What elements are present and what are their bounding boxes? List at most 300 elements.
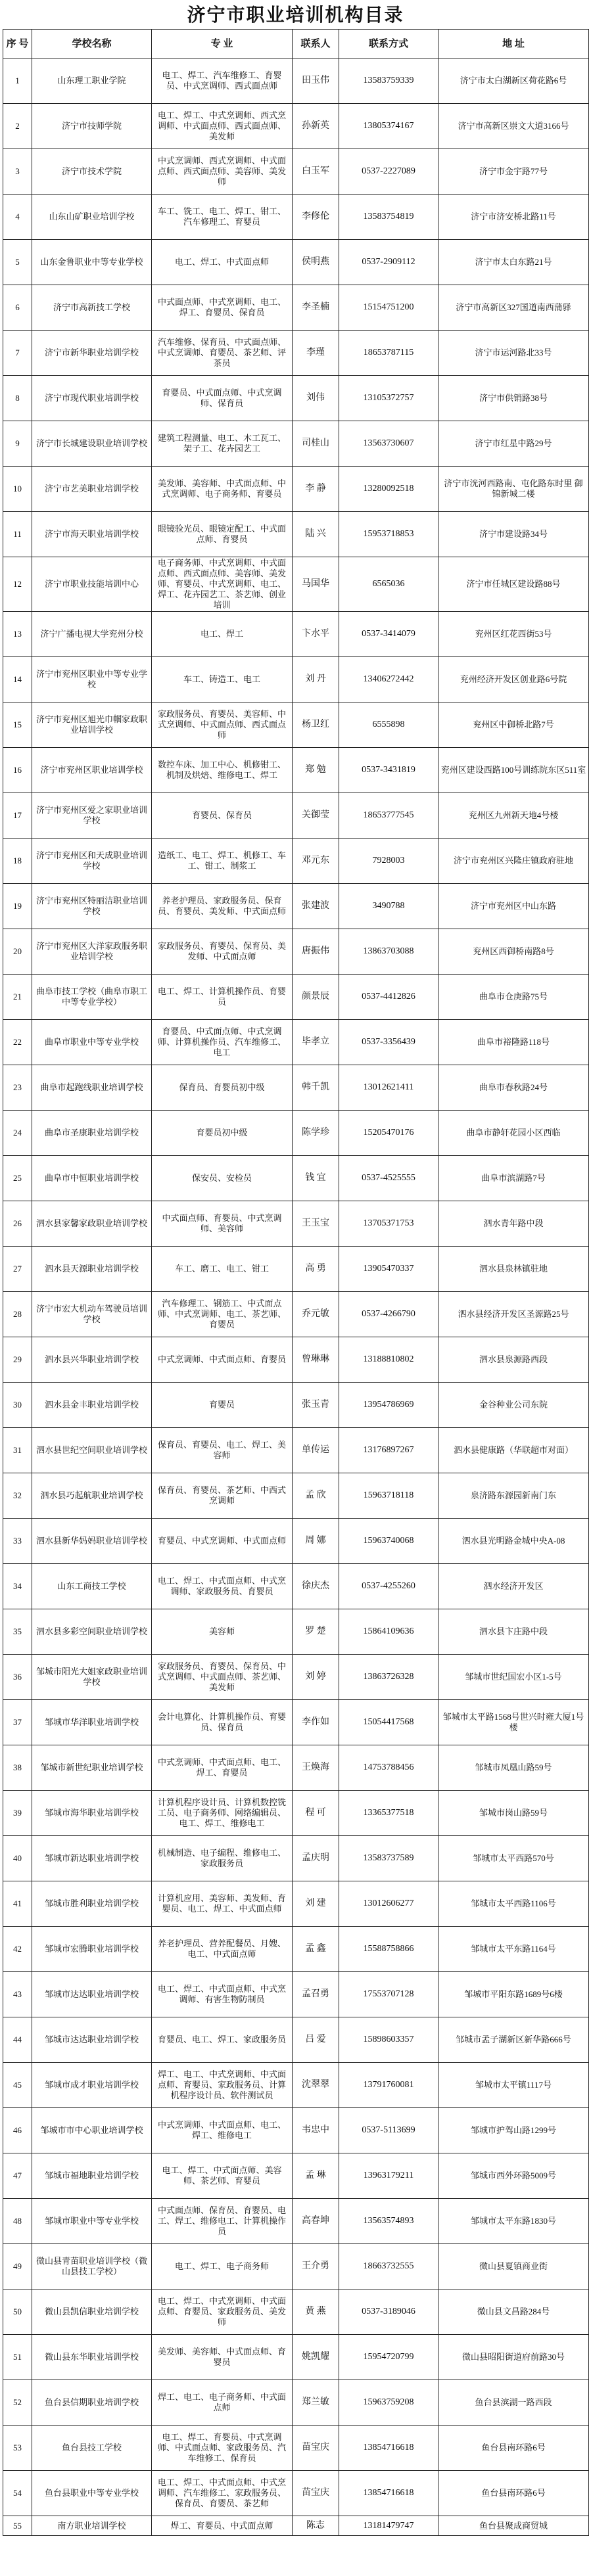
phone: 13805374167 bbox=[339, 104, 438, 149]
contact-person: 孟庆明 bbox=[293, 1836, 339, 1881]
table-row bbox=[3, 149, 589, 195]
school-name: 济宁市宏大机动车驾驶员培训学校 bbox=[32, 1292, 152, 1337]
phone: 15154751200 bbox=[339, 285, 438, 331]
major-list: 焊工、育婴员、中式面点师 bbox=[152, 2516, 293, 2536]
row-index: 41 bbox=[3, 1881, 32, 1927]
contact-person: 马国华 bbox=[293, 557, 339, 612]
major-list: 育婴员 bbox=[152, 1383, 293, 1428]
row-index: 20 bbox=[3, 929, 32, 975]
phone: 13705371753 bbox=[339, 1201, 438, 1247]
school-name: 鱼台县技工学校 bbox=[32, 2426, 152, 2471]
contact-person: 沈翠翠 bbox=[293, 2063, 339, 2108]
address: 济宁市金宇路77号 bbox=[438, 149, 589, 195]
row-index: 46 bbox=[3, 2108, 32, 2153]
address: 鱼台县聚成商贸城 bbox=[438, 2516, 589, 2536]
row-index: 30 bbox=[3, 1383, 32, 1428]
row-index: 3 bbox=[3, 149, 32, 195]
major-list: 车工、磨工、电工、钳工 bbox=[152, 1247, 293, 1292]
major-list: 焊工、电工、电子商务师、中式面点师 bbox=[152, 2380, 293, 2426]
major-list: 造纸工、电工、焊工、机修工、车工、钳工、制浆工 bbox=[152, 839, 293, 884]
table-row bbox=[3, 1836, 589, 1881]
table-row bbox=[3, 2426, 589, 2471]
school-name: 泗水县巧起航职业培训学校 bbox=[32, 1473, 152, 1519]
address: 泗水县卞庄路中段 bbox=[438, 1609, 589, 1655]
phone: 0537-4412826 bbox=[339, 975, 438, 1020]
address: 济宁市供销路38号 bbox=[438, 376, 589, 421]
row-index: 19 bbox=[3, 884, 32, 929]
table-row bbox=[3, 331, 589, 376]
table-row bbox=[3, 2289, 589, 2335]
school-name: 济宁市艺美职业培训学校 bbox=[32, 467, 152, 512]
major-list: 电工、焊工、育婴员、中式烹调师、中式面点师、家政服务员、汽车维修工、保育员 bbox=[152, 2426, 293, 2471]
address: 济宁市建设路34号 bbox=[438, 512, 589, 557]
major-list: 机械制造、电子编程、维修电工、家政服务员 bbox=[152, 1836, 293, 1881]
contact-person: 刘 丹 bbox=[293, 657, 339, 702]
phone: 15898603357 bbox=[339, 2017, 438, 2063]
table-row bbox=[3, 1473, 589, 1519]
phone: 13954786969 bbox=[339, 1383, 438, 1428]
phone: 15588758866 bbox=[339, 1927, 438, 1972]
major-list: 中式面点师、育婴员、中式烹调师、美容师 bbox=[152, 1201, 293, 1247]
major-list: 中式面点师、中式烹调师、电工、焊工、育婴员、保育员 bbox=[152, 285, 293, 331]
major-list: 电工、焊工、汽车维修工、育婴员、中式烹调师、西式面点师 bbox=[152, 58, 293, 104]
row-index: 14 bbox=[3, 657, 32, 702]
phone: 18653777545 bbox=[339, 793, 438, 839]
address: 泗水经济开发区 bbox=[438, 1564, 589, 1609]
school-name: 邹城市海华职业培训学校 bbox=[32, 1791, 152, 1836]
phone: 13563730607 bbox=[339, 421, 438, 467]
table-row bbox=[3, 2017, 589, 2063]
phone: 13188810802 bbox=[339, 1337, 438, 1383]
row-index: 26 bbox=[3, 1201, 32, 1247]
address: 鱼台县滨湖一路西段 bbox=[438, 2380, 589, 2426]
major-list: 中式烹调师、西式烹调师、中式面点师、西式面点师、美容师、美发师 bbox=[152, 149, 293, 195]
column-header-phone: 联系方式 bbox=[339, 30, 438, 58]
table-row bbox=[3, 748, 589, 793]
contact-person: 韩千凯 bbox=[293, 1065, 339, 1111]
row-index: 7 bbox=[3, 331, 32, 376]
school-name: 邹城市新世纪职业培训学校 bbox=[32, 1745, 152, 1791]
major-list: 电子商务师、中式烹调师、中式面点师、西式面点师、美容师、美发师、育婴员、中式烹调师、电工、焊工、花卉园艺工、茶艺师、创业培训 bbox=[152, 557, 293, 612]
row-index: 50 bbox=[3, 2289, 32, 2335]
contact-person: 司桂山 bbox=[293, 421, 339, 467]
address: 邹城市西外环路5009号 bbox=[438, 2153, 589, 2199]
school-name: 邹城市达达职业培训学校 bbox=[32, 1972, 152, 2017]
school-name: 邹城市职业中等专业学校 bbox=[32, 2199, 152, 2244]
major-list: 会计电算化、计算机操作员、育婴员、保育员 bbox=[152, 1700, 293, 1745]
row-index: 44 bbox=[3, 2017, 32, 2063]
row-index: 23 bbox=[3, 1065, 32, 1111]
address: 泗水县经济开发区圣源路25号 bbox=[438, 1292, 589, 1337]
phone: 15205470176 bbox=[339, 1111, 438, 1156]
phone: 0537-2909112 bbox=[339, 240, 438, 285]
school-name: 济宁广播电视大学兖州分校 bbox=[32, 612, 152, 657]
row-index: 29 bbox=[3, 1337, 32, 1383]
major-list: 养老护理员、营养配餐员、月嫂、电工、中式面点师 bbox=[152, 1927, 293, 1972]
table-row bbox=[3, 1156, 589, 1201]
school-name: 济宁市高新技工学校 bbox=[32, 285, 152, 331]
column-header-school: 学校名称 bbox=[32, 30, 152, 58]
address: 济宁市洸河西路南、屯化路东时里 御锦新城二楼 bbox=[438, 467, 589, 512]
row-index: 39 bbox=[3, 1791, 32, 1836]
school-name: 泗水县世纪空间职业培训学校 bbox=[32, 1428, 152, 1473]
school-name: 邹城市成才职业培训学校 bbox=[32, 2063, 152, 2108]
phone: 3490788 bbox=[339, 884, 438, 929]
phone: 13863703088 bbox=[339, 929, 438, 975]
contact-person: 卞水平 bbox=[293, 612, 339, 657]
contact-person: 单传运 bbox=[293, 1428, 339, 1473]
table-row bbox=[3, 1700, 589, 1745]
major-list: 电工、焊工、中式烹调师、西式烹调师、中式面点师、西式面点师、美发师 bbox=[152, 104, 293, 149]
row-index: 16 bbox=[3, 748, 32, 793]
row-index: 37 bbox=[3, 1700, 32, 1745]
address: 济宁市高新区崇文大道3166号 bbox=[438, 104, 589, 149]
table-row bbox=[3, 1609, 589, 1655]
table-row bbox=[3, 467, 589, 512]
phone: 0537-4255260 bbox=[339, 1564, 438, 1609]
major-list: 眼镜验光员、眼镜定配工、中式面点师、育婴员 bbox=[152, 512, 293, 557]
row-index: 36 bbox=[3, 1655, 32, 1700]
row-index: 6 bbox=[3, 285, 32, 331]
address: 济宁市红星中路29号 bbox=[438, 421, 589, 467]
address: 济宁市兖州区中山东路 bbox=[438, 884, 589, 929]
major-list: 美发师、美容师、中式面点师、育婴员 bbox=[152, 2335, 293, 2380]
table-row bbox=[3, 2380, 589, 2426]
contact-person: 孟 欣 bbox=[293, 1473, 339, 1519]
phone: 0537-3431819 bbox=[339, 748, 438, 793]
row-index: 53 bbox=[3, 2426, 32, 2471]
school-name: 济宁市技师学院 bbox=[32, 104, 152, 149]
phone: 14753788456 bbox=[339, 1745, 438, 1791]
row-index: 27 bbox=[3, 1247, 32, 1292]
row-index: 52 bbox=[3, 2380, 32, 2426]
table-row bbox=[3, 1927, 589, 1972]
school-name: 泗水县多彩空间职业培训学校 bbox=[32, 1609, 152, 1655]
table-row bbox=[3, 702, 589, 748]
phone: 13863726328 bbox=[339, 1655, 438, 1700]
school-name: 泗水县金丰职业培训学校 bbox=[32, 1383, 152, 1428]
major-list: 电工、焊工、中式面点师、中式烹调师、有害生物防制员 bbox=[152, 1972, 293, 2017]
row-index: 5 bbox=[3, 240, 32, 285]
school-name: 济宁市技术学院 bbox=[32, 149, 152, 195]
contact-person: 程 可 bbox=[293, 1791, 339, 1836]
contact-person: 田玉伟 bbox=[293, 58, 339, 104]
phone: 15963759208 bbox=[339, 2380, 438, 2426]
table-row bbox=[3, 512, 589, 557]
row-index: 11 bbox=[3, 512, 32, 557]
table-row bbox=[3, 1065, 589, 1111]
school-name: 山东理工职业学院 bbox=[32, 58, 152, 104]
address: 济宁市运河路北33号 bbox=[438, 331, 589, 376]
row-index: 18 bbox=[3, 839, 32, 884]
address: 微山县夏镇商业街 bbox=[438, 2244, 589, 2289]
table-row bbox=[3, 2108, 589, 2153]
major-list: 电工、焊工、中式面点师、中式烹调师、家政服务员、育婴员 bbox=[152, 1564, 293, 1609]
major-list: 育婴员初中级 bbox=[152, 1111, 293, 1156]
table-row bbox=[3, 1564, 589, 1609]
phone: 0537-4525555 bbox=[339, 1156, 438, 1201]
phone: 0537-3356439 bbox=[339, 1020, 438, 1065]
table-row bbox=[3, 1111, 589, 1156]
row-index: 17 bbox=[3, 793, 32, 839]
contact-person: 陈志 bbox=[293, 2516, 339, 2536]
address: 兖州区建设西路100号训练院东区511室 bbox=[438, 748, 589, 793]
contact-person: 陈学珍 bbox=[293, 1111, 339, 1156]
row-index: 15 bbox=[3, 702, 32, 748]
school-name: 泗水县家馨家政职业培训学校 bbox=[32, 1201, 152, 1247]
school-name: 鱼台县信期职业培训学校 bbox=[32, 2380, 152, 2426]
address: 邹城市护驾山路1299号 bbox=[438, 2108, 589, 2153]
table-row bbox=[3, 1655, 589, 1700]
address: 邹城市孟子湖新区新华路666号 bbox=[438, 2017, 589, 2063]
school-name: 邹城市宏腾职业培训学校 bbox=[32, 1927, 152, 1972]
school-name: 济宁市现代职业培训学校 bbox=[32, 376, 152, 421]
phone: 13012621411 bbox=[339, 1065, 438, 1111]
school-name: 邹城市新达职业培训学校 bbox=[32, 1836, 152, 1881]
school-name: 山东工商技工学校 bbox=[32, 1564, 152, 1609]
contact-person: 高 勇 bbox=[293, 1247, 339, 1292]
contact-person: 邓元东 bbox=[293, 839, 339, 884]
row-index: 48 bbox=[3, 2199, 32, 2244]
major-list: 育婴员、中式面点师、中式烹调师、保育员 bbox=[152, 376, 293, 421]
row-index: 31 bbox=[3, 1428, 32, 1473]
contact-person: 李瑾 bbox=[293, 331, 339, 376]
address: 兖州区中御桥北路7号 bbox=[438, 702, 589, 748]
phone: 6555898 bbox=[339, 702, 438, 748]
major-list: 育婴员、电工、焊工、家政服务员 bbox=[152, 2017, 293, 2063]
school-name: 济宁市新华职业培训学校 bbox=[32, 331, 152, 376]
school-name: 邹城市市中心职业培训学校 bbox=[32, 2108, 152, 2153]
contact-person: 唐振伟 bbox=[293, 929, 339, 975]
row-index: 49 bbox=[3, 2244, 32, 2289]
phone: 6565036 bbox=[339, 557, 438, 612]
address: 邹城市太平镇1117号 bbox=[438, 2063, 589, 2108]
contact-person: 孟 琳 bbox=[293, 2153, 339, 2199]
table-row bbox=[3, 376, 589, 421]
table-row bbox=[3, 839, 589, 884]
table-row bbox=[3, 2516, 589, 2536]
major-list: 车工、铸造工、电工 bbox=[152, 657, 293, 702]
school-name: 济宁市兖州区大洋家政服务职业培训学校 bbox=[32, 929, 152, 975]
address: 曲阜市仓庚路75号 bbox=[438, 975, 589, 1020]
address: 泗水县泉源路西段 bbox=[438, 1337, 589, 1383]
table-row bbox=[3, 793, 589, 839]
phone: 13905470337 bbox=[339, 1247, 438, 1292]
phone: 17553707128 bbox=[339, 1972, 438, 2017]
row-index: 24 bbox=[3, 1111, 32, 1156]
major-list: 中式面点师、保育员、育婴员、电工、焊工、维修电工、计算机操作员 bbox=[152, 2199, 293, 2244]
school-name: 鱼台县职业中等专业学校 bbox=[32, 2471, 152, 2516]
table-row bbox=[3, 2153, 589, 2199]
row-index: 21 bbox=[3, 975, 32, 1020]
table-row bbox=[3, 421, 589, 467]
school-name: 微山县青苗职业培训学校（微山县技工学校） bbox=[32, 2244, 152, 2289]
major-list: 中式烹调师、中式面点师、电工、焊工、维修电工 bbox=[152, 2108, 293, 2153]
table-row bbox=[3, 612, 589, 657]
column-header-major: 专 业 bbox=[152, 30, 293, 58]
contact-person: 黄 燕 bbox=[293, 2289, 339, 2335]
school-name: 微山县东华职业培训学校 bbox=[32, 2335, 152, 2380]
contact-person: 张玉青 bbox=[293, 1383, 339, 1428]
phone: 15963718118 bbox=[339, 1473, 438, 1519]
row-index: 40 bbox=[3, 1836, 32, 1881]
contact-person: 毕孝立 bbox=[293, 1020, 339, 1065]
contact-person: 张建波 bbox=[293, 884, 339, 929]
column-header-address: 地 址 bbox=[438, 30, 589, 58]
row-index: 8 bbox=[3, 376, 32, 421]
address: 曲阜市裕隆路118号 bbox=[438, 1020, 589, 1065]
table-row bbox=[3, 1020, 589, 1065]
major-list: 电工、焊工、计算机操作员、育婴员 bbox=[152, 975, 293, 1020]
contact-person: 陆 兴 bbox=[293, 512, 339, 557]
contact-person: 李修伦 bbox=[293, 195, 339, 240]
school-name: 山东金鲁职业中等专业学校 bbox=[32, 240, 152, 285]
table-row bbox=[3, 1292, 589, 1337]
contact-person: 郑兰敏 bbox=[293, 2380, 339, 2426]
column-header-contact-person: 联系人 bbox=[293, 30, 339, 58]
phone: 13854716618 bbox=[339, 2471, 438, 2516]
table-row bbox=[3, 58, 589, 104]
table-row bbox=[3, 1791, 589, 1836]
major-list: 计算机应用、美容师、美发师、育婴员、电工、焊工、中式面点师 bbox=[152, 1881, 293, 1927]
phone: 15954720799 bbox=[339, 2335, 438, 2380]
phone: 15864109636 bbox=[339, 1609, 438, 1655]
phone: 7928003 bbox=[339, 839, 438, 884]
address: 泗水青年路中段 bbox=[438, 1201, 589, 1247]
row-index: 33 bbox=[3, 1519, 32, 1564]
phone: 15054417568 bbox=[339, 1700, 438, 1745]
contact-person: 孙新英 bbox=[293, 104, 339, 149]
phone: 13105372757 bbox=[339, 376, 438, 421]
row-index: 13 bbox=[3, 612, 32, 657]
school-name: 曲阜市中恒职业培训学校 bbox=[32, 1156, 152, 1201]
row-index: 12 bbox=[3, 557, 32, 612]
address: 邹城市凤凰山路59号 bbox=[438, 1745, 589, 1791]
phone: 13365377518 bbox=[339, 1791, 438, 1836]
major-list: 电工、焊工、电子商务师 bbox=[152, 2244, 293, 2289]
phone: 13563574893 bbox=[339, 2199, 438, 2244]
major-list: 汽车修理工、钢筋工、中式面点师、中式烹调师、电工、茶艺师、育婴员 bbox=[152, 1292, 293, 1337]
major-list: 美发师、美容师、中式面点师、中式烹调师、电子商务师、育婴员 bbox=[152, 467, 293, 512]
row-index: 42 bbox=[3, 1927, 32, 1972]
phone: 13791760081 bbox=[339, 2063, 438, 2108]
table-header bbox=[3, 30, 589, 58]
contact-person: 孟 鑫 bbox=[293, 1927, 339, 1972]
contact-person: 郑 勉 bbox=[293, 748, 339, 793]
phone: 13181479747 bbox=[339, 2516, 438, 2536]
table-row bbox=[3, 1881, 589, 1927]
table-row bbox=[3, 1428, 589, 1473]
address: 泗水县泉林镇驻地 bbox=[438, 1247, 589, 1292]
phone: 13583737589 bbox=[339, 1836, 438, 1881]
school-name: 泗水县新华妈妈职业培训学校 bbox=[32, 1519, 152, 1564]
school-name: 济宁市兖州区特丽洁职业培训学校 bbox=[32, 884, 152, 929]
address: 济宁市济安桥北路11号 bbox=[438, 195, 589, 240]
school-name: 济宁市兖州区旭光巾帼家政职业培训学校 bbox=[32, 702, 152, 748]
major-list: 电工、焊工 bbox=[152, 612, 293, 657]
phone: 15953718853 bbox=[339, 512, 438, 557]
school-name: 曲阜市起跑线职业培训学校 bbox=[32, 1065, 152, 1111]
address: 微山县昭阳街道府前路30号 bbox=[438, 2335, 589, 2380]
address: 邹城市太平东路1164号 bbox=[438, 1927, 589, 1972]
contact-person: 李圣楠 bbox=[293, 285, 339, 331]
major-list: 中式烹调师、中式面点师、育婴员 bbox=[152, 1337, 293, 1383]
major-list: 保育员、育婴员初中级 bbox=[152, 1065, 293, 1111]
phone: 15963740068 bbox=[339, 1519, 438, 1564]
school-name: 山东山矿职业培训学校 bbox=[32, 195, 152, 240]
table-row bbox=[3, 2335, 589, 2380]
address: 济宁市太白东路21号 bbox=[438, 240, 589, 285]
major-list: 保育员、育婴员、电工、焊工、美容师 bbox=[152, 1428, 293, 1473]
address: 泉济路东源园新南门东 bbox=[438, 1473, 589, 1519]
phone: 13406272442 bbox=[339, 657, 438, 702]
major-list: 育婴员、中式烹调师、中式面点师 bbox=[152, 1519, 293, 1564]
school-name: 济宁市职业技能培训中心 bbox=[32, 557, 152, 612]
major-list: 养老护理员、家政服务员、保育员、育婴员、美发师、中式面点师 bbox=[152, 884, 293, 929]
table-row bbox=[3, 2244, 589, 2289]
contact-person: 颜景辰 bbox=[293, 975, 339, 1020]
school-name: 邹城市华洋职业培训学校 bbox=[32, 1700, 152, 1745]
contact-person: 高春坤 bbox=[293, 2199, 339, 2244]
institution-table bbox=[3, 29, 589, 2536]
contact-person: 姚凯耀 bbox=[293, 2335, 339, 2380]
address: 曲阜市静轩花园小区西临 bbox=[438, 1111, 589, 1156]
major-list: 家政服务员、育婴员、美容师、中式烹调师、中式面点师、西式面点师 bbox=[152, 702, 293, 748]
page-title: 济宁市职业培训机构目录 bbox=[187, 5, 404, 26]
school-name: 邹城市阳光大姐家政职业培训学校 bbox=[32, 1655, 152, 1700]
table-row bbox=[3, 1519, 589, 1564]
table-row bbox=[3, 195, 589, 240]
major-list: 家政服务员、育婴员、保育员、美发师、中式面点师 bbox=[152, 929, 293, 975]
table-row bbox=[3, 2063, 589, 2108]
address: 泗水县健康路（华联超市对面） bbox=[438, 1428, 589, 1473]
table-row bbox=[3, 975, 589, 1020]
phone: 13280092518 bbox=[339, 467, 438, 512]
row-index: 1 bbox=[3, 58, 32, 104]
major-list: 电工、焊工、中式面点师、美容师、茶艺师、育婴员 bbox=[152, 2153, 293, 2199]
major-list: 车工、铣工、电工、焊工、钳工、汽车修理工、育婴员 bbox=[152, 195, 293, 240]
table-row bbox=[3, 884, 589, 929]
major-list: 数控车床、加工中心、机修钳工、机制及烘焙、维修电工、焊工 bbox=[152, 748, 293, 793]
phone: 13012606277 bbox=[339, 1881, 438, 1927]
contact-person: 徐庆杰 bbox=[293, 1564, 339, 1609]
address: 兖州区西御桥南路8号 bbox=[438, 929, 589, 975]
row-index: 9 bbox=[3, 421, 32, 467]
column-header-index: 序 号 bbox=[3, 30, 32, 58]
major-list: 保安员、安检员 bbox=[152, 1156, 293, 1201]
address: 兖州区九州新天地4号楼 bbox=[438, 793, 589, 839]
row-index: 51 bbox=[3, 2335, 32, 2380]
phone: 13583759339 bbox=[339, 58, 438, 104]
row-index: 38 bbox=[3, 1745, 32, 1791]
contact-person: 王介勇 bbox=[293, 2244, 339, 2289]
contact-person: 侯明燕 bbox=[293, 240, 339, 285]
major-list: 汽车维修、保育员、中式面点师、中式烹调师、育婴员、茶艺师、评茶员 bbox=[152, 331, 293, 376]
row-index: 10 bbox=[3, 467, 32, 512]
table-row bbox=[3, 1972, 589, 2017]
contact-person: 周 娜 bbox=[293, 1519, 339, 1564]
row-index: 2 bbox=[3, 104, 32, 149]
address: 兖州经济开发区创业路6号院 bbox=[438, 657, 589, 702]
school-name: 邹城市达达职业培训学校 bbox=[32, 2017, 152, 2063]
row-index: 35 bbox=[3, 1609, 32, 1655]
table-row bbox=[3, 2199, 589, 2244]
address: 兖州区红花西街53号 bbox=[438, 612, 589, 657]
address: 鱼台县南环路6号 bbox=[438, 2471, 589, 2516]
contact-person: 钱 宜 bbox=[293, 1156, 339, 1201]
school-name: 济宁市兖州区和天成职业培训学校 bbox=[32, 839, 152, 884]
contact-person: 杨卫红 bbox=[293, 702, 339, 748]
